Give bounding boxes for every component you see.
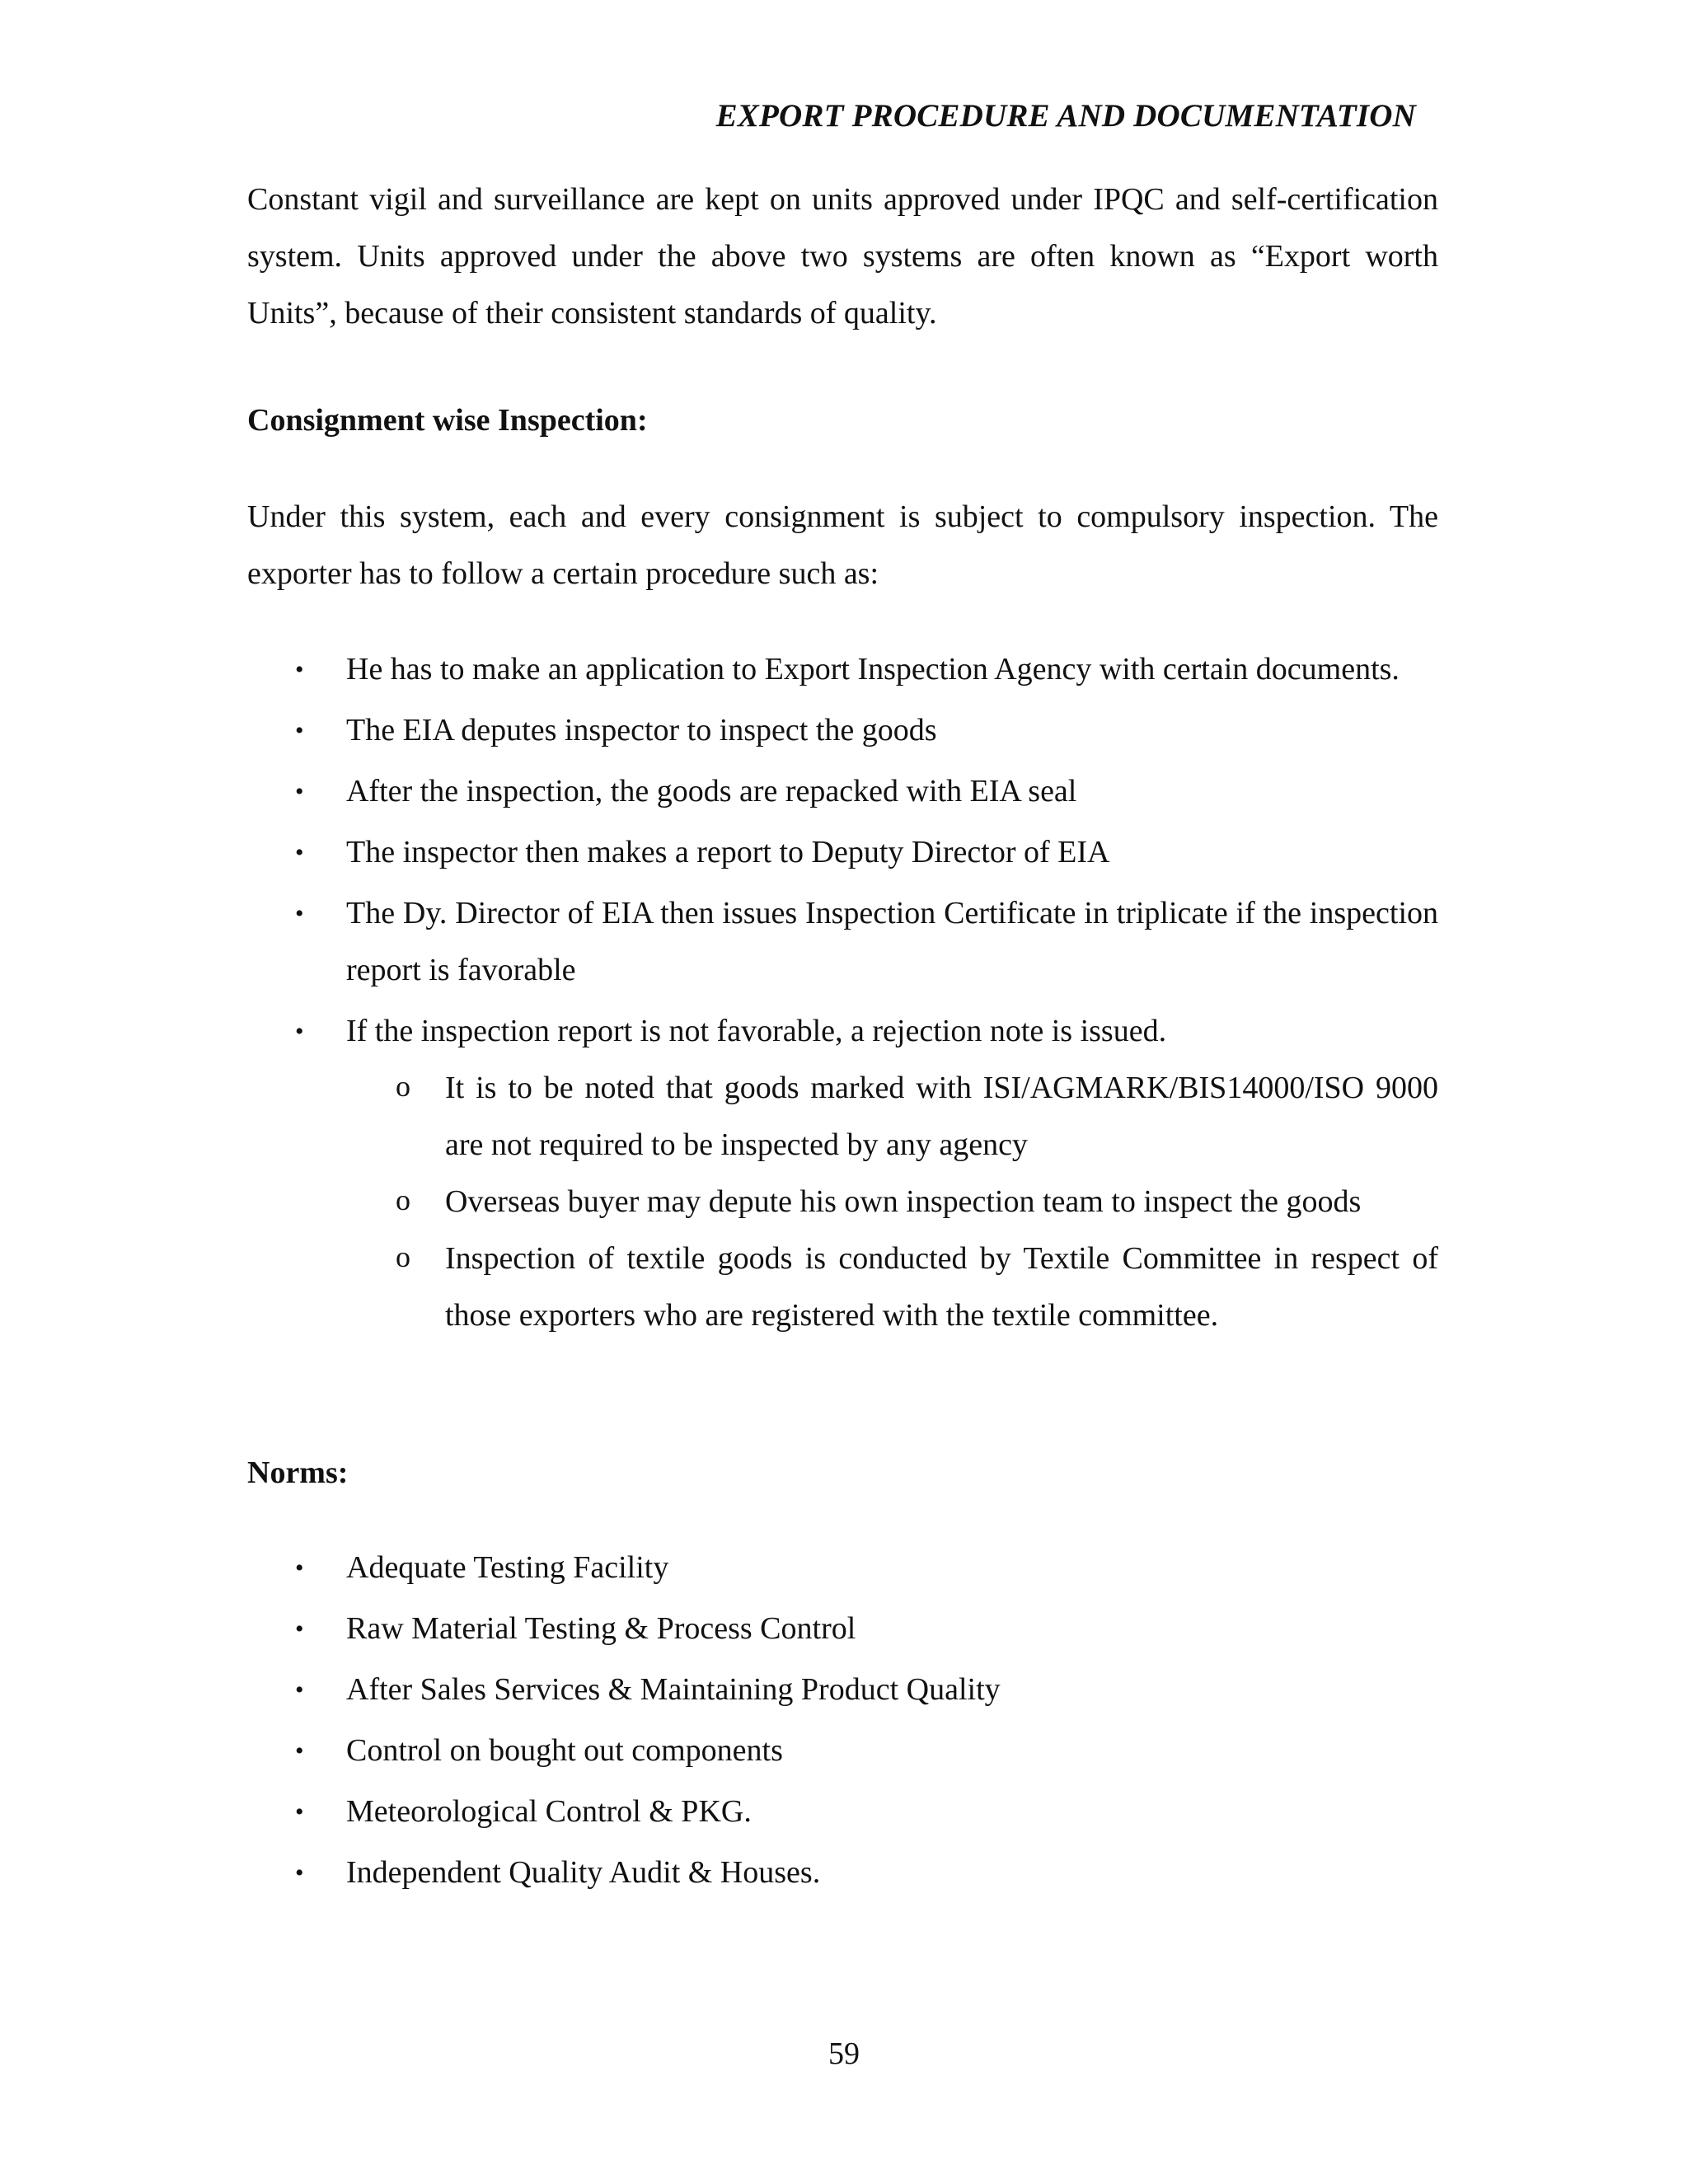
sub-list-item xyxy=(247,1230,1438,1344)
bullet-marker: • xyxy=(295,839,304,866)
list-item xyxy=(247,1540,1438,1596)
sub-list-item xyxy=(247,1174,1438,1230)
bullet-marker: • xyxy=(295,717,304,744)
list-item-text: If the inspection report is not favorable, a rejection note is issued. xyxy=(346,1014,1167,1048)
list-item-text: Control on bought out components xyxy=(346,1733,783,1768)
bullet-marker: • xyxy=(295,1737,304,1765)
norms-heading: Norms: xyxy=(247,1455,349,1490)
list-item xyxy=(247,1783,1438,1840)
bullet-marker: • xyxy=(295,1615,304,1643)
sub-bullet-marker: o xyxy=(396,1240,410,1273)
consignment-procedure-list xyxy=(247,641,1438,1344)
list-item-text: After Sales Services & Maintaining Product Quality xyxy=(346,1672,1001,1707)
list-item xyxy=(247,763,1438,820)
list-item xyxy=(247,824,1438,881)
sub-list-item-text: It is to be noted that goods marked with ISI/AGMARK/BIS14000/ISO 9000 are not required to be inspected by any agency xyxy=(445,1071,1438,1162)
list-item xyxy=(247,885,1438,999)
consignment-paragraph: Under this system, each and every consignment is subject to compulsory inspection. The exporter has to follow a certain procedure such as: xyxy=(247,499,1438,591)
bullet-marker: • xyxy=(295,1554,304,1582)
list-item-text: After the inspection, the goods are repacked with EIA seal xyxy=(346,774,1077,808)
intro-paragraph: Constant vigil and surveillance are kept on units approved under IPQC and self-certification system. Units approved under the above two systems are often known as “Export worth Units”, because of their consistent standards of quality. xyxy=(247,182,1438,330)
consignment-heading: Consignment wise Inspection: xyxy=(247,403,648,438)
sub-list-item-text: Overseas buyer may depute his own inspection team to inspect the goods xyxy=(445,1184,1362,1219)
list-item-text: The EIA deputes inspector to inspect the goods xyxy=(346,713,937,748)
list-item-text: The inspector then makes a report to Deputy Director of EIA xyxy=(346,835,1110,869)
norms-list xyxy=(247,1540,1438,1901)
list-item xyxy=(247,1722,1438,1779)
bullet-marker: • xyxy=(295,1676,304,1704)
bullet-marker: • xyxy=(295,1798,304,1825)
list-item-text: Independent Quality Audit & Houses. xyxy=(346,1855,821,1890)
list-item xyxy=(247,1844,1438,1901)
list-item xyxy=(247,1661,1438,1718)
list-item-text: The Dy. Director of EIA then issues Inspection Certificate in triplicate if the inspection report is favorable xyxy=(346,896,1438,987)
list-item-text: Adequate Testing Facility xyxy=(346,1550,669,1585)
bullet-marker: • xyxy=(295,1018,304,1045)
list-item xyxy=(247,1601,1438,1657)
bullet-marker: • xyxy=(295,1859,304,1886)
running-header: EXPORT PROCEDURE AND DOCUMENTATION xyxy=(715,98,1416,134)
list-item xyxy=(247,641,1438,698)
sub-bullet-marker: o xyxy=(396,1070,410,1103)
list-item xyxy=(247,702,1438,759)
bullet-marker: • xyxy=(295,656,304,683)
list-item-text: Meteorological Control & PKG. xyxy=(346,1794,752,1829)
list-item xyxy=(247,1003,1438,1060)
sub-list-item xyxy=(247,1060,1438,1174)
page-number: 59 xyxy=(828,2036,860,2071)
sub-bullet-marker: o xyxy=(396,1183,410,1216)
bullet-marker: • xyxy=(295,778,304,805)
bullet-marker: • xyxy=(295,900,304,927)
sub-list-item-text: Inspection of textile goods is conducted by Textile Committee in respect of those exporters who are registered with the textile committee. xyxy=(445,1241,1438,1333)
list-item-text: He has to make an application to Export Inspection Agency with certain documents. xyxy=(346,652,1400,687)
list-item-text: Raw Material Testing & Process Control xyxy=(346,1611,856,1646)
